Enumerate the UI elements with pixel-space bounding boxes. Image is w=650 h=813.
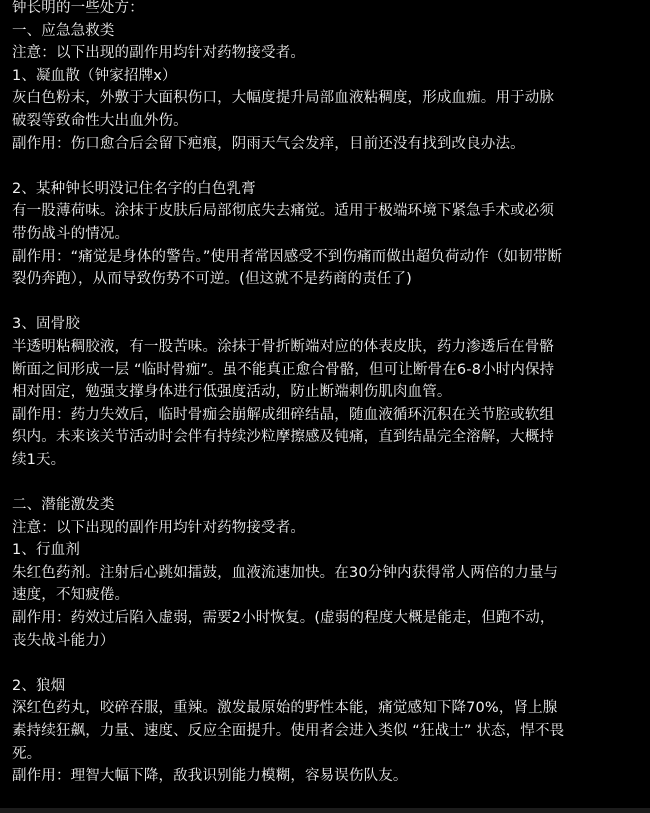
prescription-description-line: 朱红色药剂。注射后心跳如擂鼓，血液流速加快。在30分钟内获得常人两倍的力量与: [12, 564, 559, 581]
prescription-description-line: 破裂等致命性大出血外伤。: [12, 112, 188, 129]
prescription-description-line: 死。: [12, 745, 42, 762]
prescription-description-line: 速度，不知疲倦。: [12, 587, 130, 604]
prescription-description-line: 灰白色粉末，外敷于大面积伤口，大幅度提升局部血液粘稠度，形成血痂。用于动脉: [12, 90, 555, 107]
prescription-description-line: 相对固定，勉强支撑身体进行低强度活动，防止断端刺伤肌肉血管。: [12, 384, 452, 401]
blank-line: [12, 155, 616, 178]
side-effect-line: 丧失战斗能力）: [12, 632, 115, 649]
prescription-description-line: 断面之间形成一层 “临时骨痂”。虽不能真正愈合骨骼，但可让断骨在6-8小时内保持: [12, 361, 555, 378]
prescription-name: 1、凝血散（钟家招牌x）: [12, 67, 177, 84]
side-effect-line: 裂仍奔跑），从而导致伤势不可逆。(但这就不是药商的责任了): [12, 271, 412, 288]
section-note: 注意：以下出现的副作用均针对药物接受者。: [12, 519, 305, 536]
section-note: 注意：以下出现的副作用均针对药物接受者。: [12, 45, 305, 62]
section-heading: 一、应急急救类: [12, 22, 115, 39]
side-effect-line: 副作用：理智大幅下降，敌我识别能力模糊，容易误伤队友。: [12, 768, 408, 785]
side-effect-line: 织内。未来该关节活动时会伴有持续沙粒摩擦感及钝痛，直到结晶完全溶解，大概持: [12, 429, 555, 446]
side-effect-line: 副作用：伤口愈合后会留下疤痕，阴雨天气会发痒，目前还没有找到改良办法。: [12, 135, 525, 152]
side-effect-line: 副作用：药效过后陷入虚弱，需要2小时恢复。(虚弱的程度大概是能走，但跑不动，: [12, 610, 555, 627]
blank-line: [12, 652, 616, 675]
prescription-description-line: 深红色药丸，咬碎吞服，重辣。激发最原始的野性本能，痛觉感知下降70%，肾上腺: [12, 700, 558, 717]
prescription-description-line: 素持续狂飙，力量、速度、反应全面提升。使用者会进入类似 “狂战士” 状态，悍不畏: [12, 723, 565, 739]
document-title: 钟长明的一些处方：: [12, 0, 144, 16]
prescription-name: 2、狼烟: [12, 677, 66, 694]
section-heading: 二、潜能激发类: [12, 497, 115, 514]
prescription-description-line: 有一股薄荷味。涂抹于皮肤后局部彻底失去痛觉。适用于极端环境下紧急手术或必须: [12, 203, 555, 220]
side-effect-line: 续1天。: [12, 451, 66, 468]
prescription-name: 2、某种钟长明没记住名字的白色乳膏: [12, 180, 256, 197]
prescription-name: 1、行血剂: [12, 542, 80, 559]
blank-line: [12, 471, 616, 494]
side-effect-line: 副作用：药力失效后，临时骨痂会崩解成细碎结晶，随血液循环沉积在关节腔或软组: [12, 406, 555, 423]
side-effect-line: 副作用：“痛觉是身体的警告。”使用者常因感受不到伤痛而做出超负荷动作（如韧带断: [12, 248, 563, 265]
prescription-document: [12, 0, 616, 788]
blank-line: [12, 291, 616, 314]
prescription-description-line: 半透明粘稠胶液，有一股苦味。涂抹于骨折断端对应的体表皮肤，药力渗透后在骨骼: [12, 338, 555, 355]
prescription-description-line: 带伤战斗的情况。: [12, 225, 130, 242]
prescription-name: 3、固骨胶: [12, 316, 80, 333]
bottom-edge-bar: [0, 808, 650, 813]
